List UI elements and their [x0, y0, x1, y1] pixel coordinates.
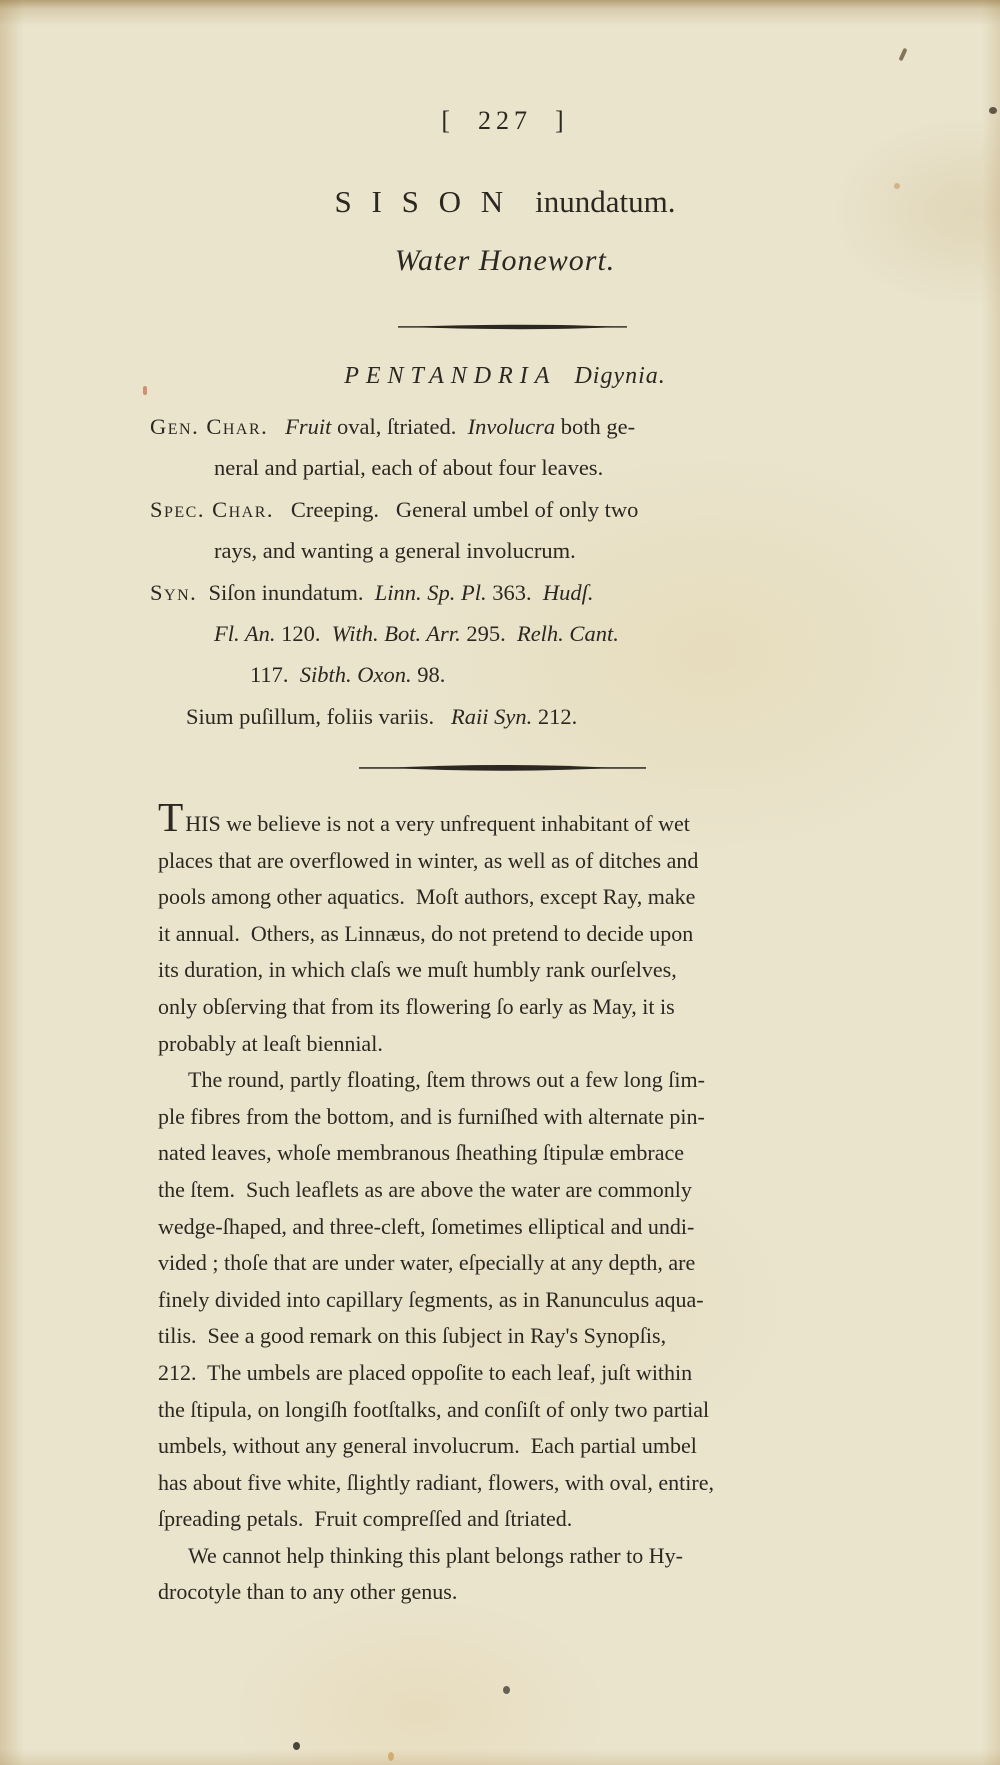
- classification-line: [5, 363, 1000, 390]
- text-segment: drocotyle than to any other genus.: [158, 1579, 458, 1605]
- ink-speck: [143, 386, 147, 395]
- text-line: [150, 489, 950, 530]
- divider-rule-upper: [398, 322, 627, 332]
- text-segment: Fl. An.: [214, 621, 276, 647]
- text-segment: finely divided into capillary ſegments, as in Ranunculus aqua-: [158, 1286, 704, 1312]
- text-line: [158, 843, 958, 880]
- text-segment: 98.: [411, 662, 446, 688]
- ink-speck: [899, 48, 908, 62]
- text-segment: pools among other aquatics. Moſt authors, except Ray, make: [158, 884, 696, 910]
- genus-name: S I S O N: [334, 184, 510, 219]
- text-line: [150, 696, 950, 737]
- text-line: [158, 1465, 958, 1502]
- foxing-spot: [894, 183, 900, 189]
- text-line: [158, 1062, 958, 1099]
- species-title: [5, 184, 1000, 220]
- text-segment: With. Bot. Arr.: [331, 621, 461, 647]
- text-segment: rays, and wanting a general involucrum.: [214, 538, 576, 564]
- characters-block: [150, 406, 950, 737]
- text-segment: 363.: [486, 579, 543, 605]
- text-line: [158, 1574, 958, 1611]
- text-segment: probably at leaſt biennial.: [158, 1030, 383, 1056]
- text-segment: Raii Syn.: [451, 703, 533, 729]
- ink-speck: [293, 1742, 300, 1750]
- text-line: [158, 952, 958, 989]
- text-segment: 212.: [532, 703, 578, 729]
- text-line: [158, 794, 958, 843]
- page-number: [ 227 ]: [441, 106, 569, 135]
- text-segment: tilis. See a good remark on this ſubject in Ray's Synopſis,: [158, 1323, 667, 1349]
- foxing-spot: [388, 1752, 394, 1761]
- text-segment: Fruit: [285, 414, 332, 439]
- text-segment: Relh. Cant.: [516, 621, 619, 647]
- species-epithet: inundatum.: [535, 184, 676, 219]
- text-segment: places that are overflowed in winter, as well as of ditches and: [158, 847, 699, 873]
- text-segment: Sibth. Oxon.: [299, 662, 412, 688]
- text-segment: both ge-: [555, 414, 636, 439]
- text-segment: it annual. Others, as Linnæus, do not pretend to decide upon: [158, 920, 694, 946]
- body-text-block: [158, 794, 958, 1611]
- linnaean-class: PENTANDRIA: [344, 363, 557, 389]
- drop-cap: T: [158, 794, 186, 840]
- text-line: [150, 613, 950, 654]
- section-label: Spec. Char.: [150, 496, 275, 522]
- text-line: [158, 1355, 958, 1392]
- text-segment: We cannot help thinking this plant belongs rather to Hy-: [188, 1542, 683, 1568]
- text-segment: 120.: [275, 621, 332, 647]
- text-segment: HIS we believe is not a very unfrequent inhabitant of wet: [185, 811, 690, 836]
- text-segment: Hudſ.: [542, 579, 594, 605]
- text-line: [150, 406, 950, 447]
- text-line: [158, 1209, 958, 1246]
- text-line: [150, 654, 950, 695]
- text-segment: ſpreading petals. Fruit compreſſed and ſtriated.: [158, 1506, 573, 1532]
- text-line: [158, 879, 958, 916]
- text-line: [158, 1282, 958, 1319]
- text-segment: the ſtipula, on longiſh footſtalks, and conſiſt of only two partial: [158, 1396, 710, 1422]
- text-segment: The round, partly floating, ſtem throws out a few long ſim-: [188, 1067, 705, 1093]
- common-name: Water Honewort.: [394, 244, 616, 277]
- text-segment: Linn. Sp. Pl.: [374, 579, 487, 605]
- text-segment: has about five white, ſlightly radiant, flowers, with oval, entire,: [158, 1469, 714, 1495]
- text-line: [150, 530, 950, 571]
- text-segment: only obſerving that from its flowering ſo early as May, it is: [158, 993, 675, 1019]
- text-segment: Involucra: [467, 414, 556, 439]
- text-line: [150, 447, 950, 488]
- text-line: [158, 1099, 958, 1136]
- text-segment: 295.: [460, 621, 517, 647]
- text-segment: oval, ſtriated.: [331, 414, 468, 439]
- text-line: [150, 572, 950, 613]
- section-label: Gen. Char.: [150, 414, 269, 439]
- text-segment: its duration, in which claſs we muſt humbly rank ourſelves,: [158, 957, 677, 983]
- text-segment: Creeping. General umbel of only two: [274, 496, 639, 522]
- text-segment: wedge-ſhaped, and three-cleft, ſometimes elliptical and undi-: [158, 1213, 695, 1239]
- text-segment: Sium puſillum, foliis variis.: [186, 703, 452, 729]
- text-segment: umbels, without any general involucrum. Each partial umbel: [158, 1433, 697, 1459]
- text-line: [158, 1428, 958, 1465]
- text-line: [158, 1135, 958, 1172]
- divider-rule-lower: [359, 763, 646, 773]
- text-line: [158, 1318, 958, 1355]
- text-segment: [268, 414, 285, 439]
- text-segment: neral and partial, each of about four leaves.: [214, 455, 604, 481]
- text-segment: ple fibres from the bottom, and is furniſhed with alternate pin-: [158, 1103, 705, 1129]
- text-line: [158, 1026, 958, 1063]
- section-label: Syn.: [150, 579, 198, 605]
- text-line: [158, 1501, 958, 1538]
- linnaean-order: Digynia.: [574, 363, 666, 389]
- text-segment: the ſtem. Such leaflets as are above the water are commonly: [158, 1176, 692, 1202]
- text-line: [158, 989, 958, 1026]
- text-segment: nated leaves, whoſe membranous ſheathing ſtipulæ embrace: [158, 1140, 685, 1166]
- ink-speck: [503, 1686, 510, 1694]
- text-segment: vided ; thoſe that are under water, eſpecially at any depth, are: [158, 1250, 696, 1276]
- text-line: [158, 1392, 958, 1429]
- ink-speck: [989, 107, 997, 114]
- text-line: [158, 1245, 958, 1282]
- text-segment: 117.: [250, 662, 300, 688]
- text-line: [158, 916, 958, 953]
- text-line: [158, 1538, 958, 1575]
- text-segment: 212. The umbels are placed oppoſite to each leaf, juſt within: [158, 1359, 693, 1385]
- text-line: [158, 1172, 958, 1209]
- text-segment: Siſon inundatum.: [197, 579, 375, 605]
